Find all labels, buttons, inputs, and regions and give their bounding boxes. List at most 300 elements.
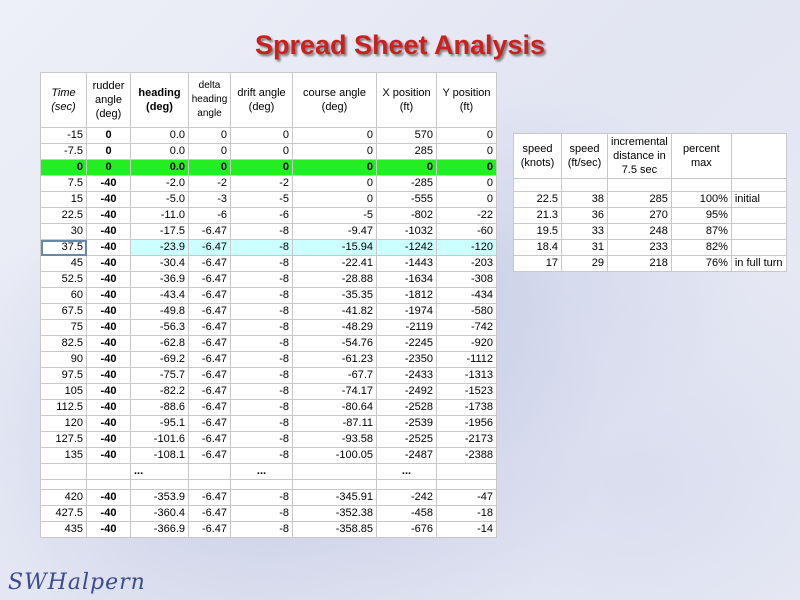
- table-row: [41, 272, 497, 288]
- drift-angle-cell[interactable]: -8: [231, 304, 293, 320]
- percent-max-header-line: max: [690, 157, 712, 169]
- course-angle-cell[interactable]: -5: [293, 208, 377, 224]
- speed-row: [514, 224, 787, 240]
- drift-angle-cell[interactable]: -8: [231, 522, 293, 538]
- heading-cell[interactable]: -108.1: [131, 448, 189, 464]
- drift-angle-cell[interactable]: 0: [231, 128, 293, 144]
- time-cell[interactable]: 37.5: [41, 240, 87, 256]
- course-angle-cell[interactable]: -87.11: [293, 416, 377, 432]
- time-cell[interactable]: 82.5: [41, 336, 87, 352]
- heading-header-line: (deg): [146, 101, 173, 113]
- table-row: [41, 256, 497, 272]
- ellipsis: ...: [377, 464, 437, 480]
- time-cell[interactable]: 112.5: [41, 400, 87, 416]
- speed-row: [514, 192, 787, 208]
- table-row: [41, 240, 497, 256]
- drift-angle-header-line: (deg): [248, 101, 275, 113]
- rudder-angle-cell[interactable]: -40: [87, 368, 131, 384]
- course-angle-header: [293, 73, 377, 128]
- y-position-cell[interactable]: -1523: [437, 384, 497, 400]
- ellipsis: ...: [231, 464, 293, 480]
- table-row: [41, 224, 497, 240]
- empty-cell: [189, 464, 231, 480]
- course-angle-cell[interactable]: 0: [293, 128, 377, 144]
- x-position-header: [377, 73, 437, 128]
- spacer-row: [41, 480, 497, 490]
- y-position-cell[interactable]: -742: [437, 320, 497, 336]
- percent-max-cell[interactable]: 95%: [671, 208, 731, 224]
- delta-heading-cell[interactable]: -6.47: [189, 288, 231, 304]
- delta-heading-cell[interactable]: 0: [189, 160, 231, 176]
- time-cell[interactable]: 22.5: [41, 208, 87, 224]
- drift-angle-cell[interactable]: -8: [231, 490, 293, 506]
- course-angle-cell[interactable]: -35.35: [293, 288, 377, 304]
- heading-cell[interactable]: -5.0: [131, 192, 189, 208]
- time-cell[interactable]: 127.5: [41, 432, 87, 448]
- x-position-cell[interactable]: -1812: [377, 288, 437, 304]
- x-position-cell[interactable]: -2245: [377, 336, 437, 352]
- drift-angle-header: [231, 73, 293, 128]
- table-row: [41, 368, 497, 384]
- speed-knots-header-line: speed: [522, 143, 553, 155]
- x-position-cell[interactable]: -458: [377, 506, 437, 522]
- drift-angle-cell[interactable]: -8: [231, 384, 293, 400]
- speed-knots-cell[interactable]: 21.3: [514, 208, 562, 224]
- time-cell[interactable]: 7.5: [41, 176, 87, 192]
- rudder-angle-cell[interactable]: 0: [87, 160, 131, 176]
- x-position-cell[interactable]: -1242: [377, 240, 437, 256]
- heading-cell[interactable]: -82.2: [131, 384, 189, 400]
- heading-cell[interactable]: -17.5: [131, 224, 189, 240]
- course-angle-cell[interactable]: -15.94: [293, 240, 377, 256]
- empty-cell: [189, 480, 231, 490]
- table-row: [41, 352, 497, 368]
- drift-angle-header-line: drift angle: [237, 87, 286, 99]
- table-row: [41, 400, 497, 416]
- speed-header-row: [514, 134, 787, 179]
- heading-cell[interactable]: -101.6: [131, 432, 189, 448]
- course-angle-cell[interactable]: -61.23: [293, 352, 377, 368]
- heading-cell[interactable]: -2.0: [131, 176, 189, 192]
- note-cell[interactable]: initial: [731, 192, 786, 208]
- x-position-cell[interactable]: -2492: [377, 384, 437, 400]
- heading-cell[interactable]: -69.2: [131, 352, 189, 368]
- x-position-cell[interactable]: -1032: [377, 224, 437, 240]
- author-signature: SWHalpern: [8, 570, 146, 595]
- course-angle-cell[interactable]: -74.17: [293, 384, 377, 400]
- heading-cell[interactable]: -95.1: [131, 416, 189, 432]
- heading-cell[interactable]: -36.9: [131, 272, 189, 288]
- drift-angle-cell[interactable]: -6: [231, 208, 293, 224]
- x-position-cell[interactable]: 0: [377, 160, 437, 176]
- x-position-header-line: (ft): [399, 101, 414, 113]
- delta-heading-cell[interactable]: -6.47: [189, 432, 231, 448]
- x-position-cell[interactable]: 285: [377, 144, 437, 160]
- heading-cell[interactable]: -88.6: [131, 400, 189, 416]
- y-position-cell[interactable]: -60: [437, 224, 497, 240]
- rudder-angle-cell[interactable]: -40: [87, 176, 131, 192]
- percent-max-cell[interactable]: 76%: [671, 256, 731, 272]
- speed-knots-cell[interactable]: 22.5: [514, 192, 562, 208]
- y-position-header-line: (ft): [459, 101, 474, 113]
- drift-angle-cell[interactable]: -8: [231, 288, 293, 304]
- y-position-cell[interactable]: 0: [437, 192, 497, 208]
- y-position-cell[interactable]: -920: [437, 336, 497, 352]
- time-cell[interactable]: 52.5: [41, 272, 87, 288]
- incremental-distance-header-line: 7.5 sec: [621, 164, 658, 176]
- empty-cell: [231, 480, 293, 490]
- time-cell[interactable]: 120: [41, 416, 87, 432]
- time-cell[interactable]: 427.5: [41, 506, 87, 522]
- time-cell[interactable]: 105: [41, 384, 87, 400]
- x-position-cell[interactable]: -2433: [377, 368, 437, 384]
- y-position-cell[interactable]: 0: [437, 144, 497, 160]
- y-position-cell[interactable]: -18: [437, 506, 497, 522]
- incremental-distance-cell[interactable]: 248: [608, 224, 672, 240]
- heading-cell[interactable]: -56.3: [131, 320, 189, 336]
- delta-heading-header-line: delta: [198, 80, 221, 91]
- time-cell[interactable]: 15: [41, 192, 87, 208]
- drift-angle-cell[interactable]: -8: [231, 368, 293, 384]
- time-cell[interactable]: 97.5: [41, 368, 87, 384]
- slide-title: Spread Sheet Analysis: [254, 30, 546, 60]
- table-row: [41, 432, 497, 448]
- rudder-angle-cell[interactable]: -40: [87, 240, 131, 256]
- rudder-angle-cell[interactable]: 0: [87, 144, 131, 160]
- y-position-header-line: Y position: [442, 87, 491, 99]
- delta-heading-cell[interactable]: -6.47: [189, 224, 231, 240]
- incremental-distance-cell[interactable]: 233: [608, 240, 672, 256]
- percent-max-cell[interactable]: 82%: [671, 240, 731, 256]
- x-position-cell[interactable]: -802: [377, 208, 437, 224]
- drift-angle-cell[interactable]: -8: [231, 272, 293, 288]
- course-angle-cell[interactable]: -352.38: [293, 506, 377, 522]
- empty-cell: [608, 179, 672, 192]
- drift-angle-cell[interactable]: -8: [231, 320, 293, 336]
- rudder-angle-cell[interactable]: -40: [87, 400, 131, 416]
- rudder-angle-cell[interactable]: -40: [87, 506, 131, 522]
- drift-angle-cell[interactable]: -8: [231, 352, 293, 368]
- x-position-cell[interactable]: -2525: [377, 432, 437, 448]
- rudder-angle-cell[interactable]: -40: [87, 490, 131, 506]
- rudder-angle-cell[interactable]: -40: [87, 352, 131, 368]
- delta-heading-cell[interactable]: -6.47: [189, 384, 231, 400]
- y-position-cell[interactable]: -203: [437, 256, 497, 272]
- ellipsis: ...: [131, 464, 189, 480]
- y-position-cell[interactable]: -120: [437, 240, 497, 256]
- x-position-cell[interactable]: 570: [377, 128, 437, 144]
- speed-knots-cell[interactable]: 18.4: [514, 240, 562, 256]
- delta-heading-header-line: angle: [197, 108, 222, 119]
- table-row: [41, 192, 497, 208]
- heading-cell[interactable]: -75.7: [131, 368, 189, 384]
- drift-angle-cell[interactable]: 0: [231, 160, 293, 176]
- time-cell[interactable]: 420: [41, 490, 87, 506]
- speed-row: [514, 208, 787, 224]
- time-cell[interactable]: -15: [41, 128, 87, 144]
- table-row: [41, 320, 497, 336]
- delta-heading-cell[interactable]: -2: [189, 176, 231, 192]
- y-position-cell[interactable]: -2173: [437, 432, 497, 448]
- course-angle-cell[interactable]: 0: [293, 176, 377, 192]
- delta-heading-cell[interactable]: 0: [189, 144, 231, 160]
- heading-cell[interactable]: -360.4: [131, 506, 189, 522]
- time-cell[interactable]: 60: [41, 288, 87, 304]
- x-position-cell[interactable]: -2350: [377, 352, 437, 368]
- time-cell[interactable]: -7.5: [41, 144, 87, 160]
- course-angle-cell[interactable]: -100.05: [293, 448, 377, 464]
- drift-angle-cell[interactable]: -8: [231, 256, 293, 272]
- course-angle-cell[interactable]: -22.41: [293, 256, 377, 272]
- table-row: [41, 448, 497, 464]
- speed-loss-table: [513, 133, 787, 272]
- y-position-cell[interactable]: 0: [437, 176, 497, 192]
- drift-angle-cell[interactable]: -8: [231, 448, 293, 464]
- rudder-angle-cell[interactable]: -40: [87, 432, 131, 448]
- course-angle-cell[interactable]: -9.47: [293, 224, 377, 240]
- x-position-cell[interactable]: -2528: [377, 400, 437, 416]
- x-position-cell[interactable]: -2119: [377, 320, 437, 336]
- y-position-cell[interactable]: -580: [437, 304, 497, 320]
- rudder-angle-header-line: (deg): [95, 108, 122, 120]
- heading-cell[interactable]: -62.8: [131, 336, 189, 352]
- y-position-cell[interactable]: -434: [437, 288, 497, 304]
- delta-heading-cell[interactable]: -6.47: [189, 506, 231, 522]
- course-angle-cell[interactable]: -80.64: [293, 400, 377, 416]
- heading-cell[interactable]: -43.4: [131, 288, 189, 304]
- delta-heading-cell[interactable]: -6.47: [189, 490, 231, 506]
- x-position-cell[interactable]: -242: [377, 490, 437, 506]
- rudder-angle-cell[interactable]: -40: [87, 192, 131, 208]
- x-position-cell[interactable]: -1443: [377, 256, 437, 272]
- course-angle-cell[interactable]: -67.7: [293, 368, 377, 384]
- y-position-cell[interactable]: -308: [437, 272, 497, 288]
- heading-header-line: heading: [138, 87, 181, 99]
- empty-cell: [87, 464, 131, 480]
- empty-cell: [377, 480, 437, 490]
- y-position-cell[interactable]: -14: [437, 522, 497, 538]
- rudder-angle-header: [87, 73, 131, 128]
- heading-cell[interactable]: -11.0: [131, 208, 189, 224]
- table-row: [41, 208, 497, 224]
- drift-angle-cell[interactable]: -8: [231, 224, 293, 240]
- empty-cell: [87, 480, 131, 490]
- drift-angle-cell[interactable]: -2: [231, 176, 293, 192]
- x-position-cell[interactable]: -1634: [377, 272, 437, 288]
- incremental-distance-cell[interactable]: 285: [608, 192, 672, 208]
- header-row: [41, 73, 497, 128]
- delta-heading-cell[interactable]: -6.47: [189, 320, 231, 336]
- time-cell[interactable]: 67.5: [41, 304, 87, 320]
- rudder-angle-header-line: angle: [95, 94, 122, 106]
- rudder-angle-cell[interactable]: 0: [87, 128, 131, 144]
- drift-angle-cell[interactable]: -8: [231, 336, 293, 352]
- delta-heading-cell[interactable]: -6.47: [189, 368, 231, 384]
- empty-cell: [437, 464, 497, 480]
- drift-angle-cell[interactable]: -8: [231, 400, 293, 416]
- incremental-distance-cell[interactable]: 218: [608, 256, 672, 272]
- table-row: [41, 490, 497, 506]
- percent-max-cell[interactable]: 87%: [671, 224, 731, 240]
- delta-heading-cell[interactable]: -6.47: [189, 416, 231, 432]
- empty-cell: [293, 464, 377, 480]
- rudder-angle-cell[interactable]: -40: [87, 272, 131, 288]
- y-position-cell[interactable]: -1956: [437, 416, 497, 432]
- delta-heading-cell[interactable]: -6.47: [189, 522, 231, 538]
- empty-cell: [131, 480, 189, 490]
- table-row: [41, 416, 497, 432]
- note-cell[interactable]: [731, 224, 786, 240]
- time-cell[interactable]: 0: [41, 160, 87, 176]
- rudder-angle-cell[interactable]: -40: [87, 304, 131, 320]
- time-cell[interactable]: 135: [41, 448, 87, 464]
- drift-angle-cell[interactable]: 0: [231, 144, 293, 160]
- empty-cell: [671, 179, 731, 192]
- course-angle-cell[interactable]: -48.29: [293, 320, 377, 336]
- y-position-cell[interactable]: -1738: [437, 400, 497, 416]
- delta-heading-cell[interactable]: -6.47: [189, 240, 231, 256]
- delta-heading-cell[interactable]: -6.47: [189, 352, 231, 368]
- speed-ftsec-cell[interactable]: 36: [562, 208, 608, 224]
- delta-heading-cell[interactable]: -6.47: [189, 448, 231, 464]
- rudder-angle-cell[interactable]: -40: [87, 384, 131, 400]
- time-cell[interactable]: 45: [41, 256, 87, 272]
- rudder-angle-cell[interactable]: -40: [87, 288, 131, 304]
- delta-heading-header: [189, 73, 231, 128]
- y-position-cell[interactable]: -2388: [437, 448, 497, 464]
- empty-cell: [514, 179, 562, 192]
- x-position-cell[interactable]: -2539: [377, 416, 437, 432]
- course-angle-cell[interactable]: 0: [293, 144, 377, 160]
- course-angle-cell[interactable]: -28.88: [293, 272, 377, 288]
- incremental-distance-cell[interactable]: 270: [608, 208, 672, 224]
- x-position-cell[interactable]: -285: [377, 176, 437, 192]
- x-position-cell[interactable]: -676: [377, 522, 437, 538]
- x-position-cell[interactable]: -2487: [377, 448, 437, 464]
- heading-cell[interactable]: -23.9: [131, 240, 189, 256]
- delta-heading-cell[interactable]: -6.47: [189, 400, 231, 416]
- speed-ftsec-cell[interactable]: 29: [562, 256, 608, 272]
- time-header-line: (sec): [51, 101, 76, 113]
- drift-angle-cell[interactable]: -5: [231, 192, 293, 208]
- rudder-angle-cell[interactable]: -40: [87, 522, 131, 538]
- note-cell[interactable]: in full turn: [731, 256, 786, 272]
- heading-cell[interactable]: -49.8: [131, 304, 189, 320]
- course-angle-cell[interactable]: 0: [293, 192, 377, 208]
- empty-cell: [562, 179, 608, 192]
- heading-cell[interactable]: -30.4: [131, 256, 189, 272]
- heading-cell[interactable]: 0.0: [131, 128, 189, 144]
- course-angle-cell[interactable]: 0: [293, 160, 377, 176]
- speed-knots-cell[interactable]: 17: [514, 256, 562, 272]
- time-cell[interactable]: 30: [41, 224, 87, 240]
- heading-cell[interactable]: -353.9: [131, 490, 189, 506]
- y-position-cell[interactable]: 0: [437, 128, 497, 144]
- course-angle-cell[interactable]: -54.76: [293, 336, 377, 352]
- y-position-cell[interactable]: -22: [437, 208, 497, 224]
- delta-heading-cell[interactable]: -6: [189, 208, 231, 224]
- speed-ftsec-cell[interactable]: 38: [562, 192, 608, 208]
- heading-cell[interactable]: 0.0: [131, 160, 189, 176]
- note-header: [731, 134, 786, 179]
- time-header: [41, 73, 87, 128]
- time-cell[interactable]: 75: [41, 320, 87, 336]
- rudder-angle-cell[interactable]: -40: [87, 336, 131, 352]
- delta-heading-cell[interactable]: -6.47: [189, 272, 231, 288]
- delta-heading-header-line: heading: [191, 94, 228, 105]
- y-position-cell[interactable]: 0: [437, 160, 497, 176]
- delta-heading-cell[interactable]: -6.47: [189, 304, 231, 320]
- heading-header: [131, 73, 189, 128]
- table-row: [41, 522, 497, 538]
- incremental-distance-header-line: incremental: [611, 136, 668, 148]
- delta-heading-cell[interactable]: -6.47: [189, 336, 231, 352]
- speed-knots-cell[interactable]: 19.5: [514, 224, 562, 240]
- rudder-angle-cell[interactable]: -40: [87, 416, 131, 432]
- table-row: [41, 506, 497, 522]
- heading-cell[interactable]: -366.9: [131, 522, 189, 538]
- rudder-angle-cell[interactable]: -40: [87, 256, 131, 272]
- rudder-angle-header-line: rudder: [92, 80, 125, 92]
- turning-data-table: [40, 72, 497, 538]
- speed-knots-header: [514, 134, 562, 179]
- time-cell[interactable]: 90: [41, 352, 87, 368]
- note-cell[interactable]: [731, 240, 786, 256]
- speed-ftsec-header-line: (ft/sec): [567, 157, 602, 169]
- course-angle-cell[interactable]: -358.85: [293, 522, 377, 538]
- speed-knots-header-line: (knots): [520, 157, 555, 169]
- drift-angle-cell[interactable]: -8: [231, 240, 293, 256]
- course-angle-cell[interactable]: -345.91: [293, 490, 377, 506]
- empty-cell: [293, 480, 377, 490]
- y-position-header: [437, 73, 497, 128]
- delta-heading-cell[interactable]: -3: [189, 192, 231, 208]
- drift-angle-cell[interactable]: -8: [231, 416, 293, 432]
- course-angle-cell[interactable]: -93.58: [293, 432, 377, 448]
- course-angle-cell[interactable]: -41.82: [293, 304, 377, 320]
- empty-cell: [41, 480, 87, 490]
- rudder-angle-cell[interactable]: -40: [87, 208, 131, 224]
- speed-ftsec-header-line: speed: [569, 143, 600, 155]
- drift-angle-cell[interactable]: -8: [231, 506, 293, 522]
- rudder-angle-cell[interactable]: -40: [87, 448, 131, 464]
- delta-heading-cell[interactable]: 0: [189, 128, 231, 144]
- note-cell[interactable]: [731, 208, 786, 224]
- heading-cell[interactable]: 0.0: [131, 144, 189, 160]
- x-position-cell[interactable]: -1974: [377, 304, 437, 320]
- spacer-row: [514, 179, 787, 192]
- speed-ftsec-cell[interactable]: 31: [562, 240, 608, 256]
- table-row: [41, 176, 497, 192]
- incremental-distance-header: [608, 134, 672, 179]
- incremental-distance-header-line: distance in: [613, 150, 666, 162]
- y-position-cell[interactable]: -1313: [437, 368, 497, 384]
- percent-max-cell[interactable]: 100%: [671, 192, 731, 208]
- delta-heading-cell[interactable]: -6.47: [189, 256, 231, 272]
- rudder-angle-cell[interactable]: -40: [87, 224, 131, 240]
- rudder-angle-cell[interactable]: -40: [87, 320, 131, 336]
- course-angle-header-line: (deg): [321, 101, 348, 113]
- speed-ftsec-cell[interactable]: 33: [562, 224, 608, 240]
- time-cell[interactable]: 435: [41, 522, 87, 538]
- time-header-line: Time: [51, 87, 76, 99]
- percent-max-header-line: percent: [683, 143, 720, 155]
- course-angle-header-line: course angle: [303, 87, 366, 99]
- x-position-cell[interactable]: -555: [377, 192, 437, 208]
- drift-angle-cell[interactable]: -8: [231, 432, 293, 448]
- y-position-cell[interactable]: -47: [437, 490, 497, 506]
- y-position-cell[interactable]: -1112: [437, 352, 497, 368]
